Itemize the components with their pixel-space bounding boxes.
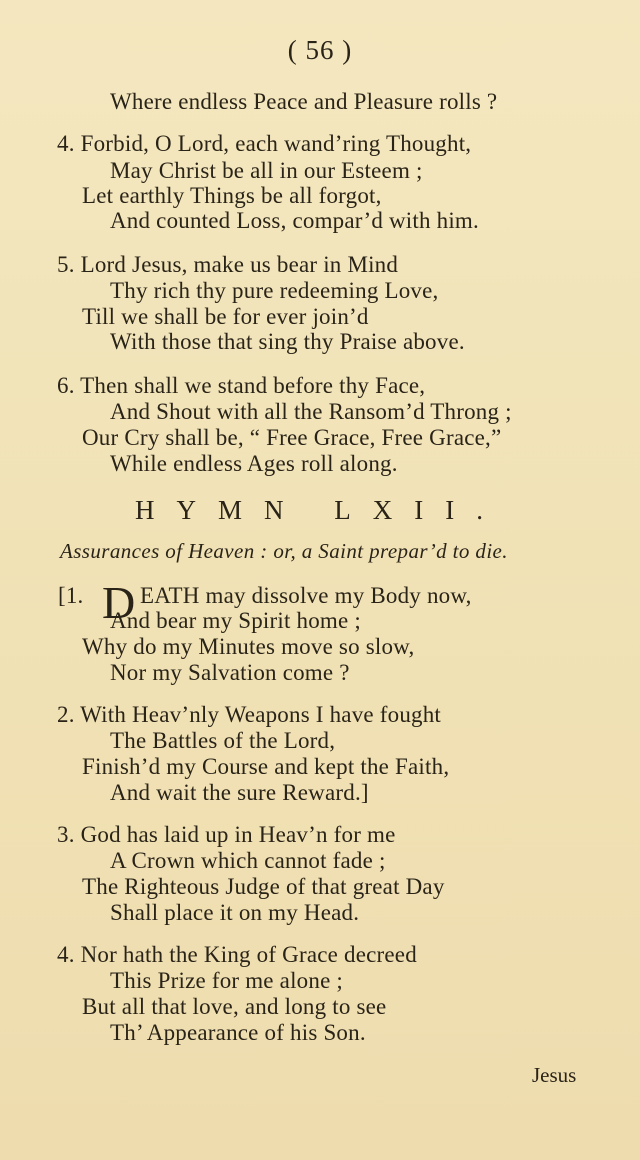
verse-line: This Prize for me alone ; — [110, 968, 344, 993]
stanza-number: [1. — [58, 583, 84, 608]
verse-line: 5. Lord Jesus, make us bear in Mind — [57, 252, 399, 277]
verse-line: May Christ be all in our Esteem ; — [110, 158, 423, 183]
verse-line: Let earthly Things be all forgot, — [82, 183, 382, 208]
drop-cap: D — [102, 577, 136, 628]
verse-line: Th’ Appearance of his Son. — [110, 1020, 366, 1045]
verse-line: And bear my Spirit home ; — [110, 608, 361, 633]
verse-line: And wait the sure Reward.] — [110, 780, 369, 805]
verse-line: Why do my Minutes move so slow, — [82, 634, 415, 659]
verse-line: Nor my Salvation come ? — [110, 660, 350, 685]
verse-line: With those that sing thy Praise above. — [110, 329, 465, 354]
verse-line: 2. With Heav’nly Weapons I have fought — [57, 702, 442, 727]
verse-line: But all that love, and long to see — [82, 994, 387, 1019]
verse-line: Our Cry shall be, “ Free Grace, Free Grace,” — [82, 425, 502, 450]
verse-line: And Shout with all the Ransom’d Throng ; — [110, 399, 512, 424]
verse-line: The Battles of the Lord, — [110, 728, 336, 753]
verse-line: Till we shall be for ever join’d — [82, 304, 369, 329]
catchword: Jesus — [532, 1063, 577, 1087]
page-number: ( 56 ) — [287, 35, 353, 65]
verse-line: EATH may dissolve my Body now, — [140, 583, 472, 608]
verse-line: The Righteous Judge of that great Day — [82, 874, 445, 899]
verse-line: And counted Loss, compar’d with him. — [110, 208, 479, 233]
verse-line: 4. Forbid, O Lord, each wand’ring Thought, — [57, 131, 472, 156]
verse-line: 6. Then shall we stand before thy Face, — [57, 373, 426, 398]
verse-line: 4. Nor hath the King of Grace decreed — [57, 942, 417, 967]
verse-line: 3. God has laid up in Heav’n for me — [57, 822, 396, 847]
verse-line: Thy rich thy pure redeeming Love, — [110, 278, 439, 303]
continued-line: Where endless Peace and Pleasure rolls ? — [110, 89, 498, 114]
hymn-subtitle: Assurances of Heaven : or, a Saint prepar’d to die. — [60, 539, 508, 563]
hymn-title: HYMN LXII. — [135, 495, 505, 525]
verse-line: Shall place it on my Head. — [110, 900, 360, 925]
verse-line: A Crown which cannot fade ; — [110, 848, 386, 873]
verse-line: Finish’d my Course and kept the Faith, — [82, 754, 450, 779]
verse-line: While endless Ages roll along. — [110, 451, 398, 476]
